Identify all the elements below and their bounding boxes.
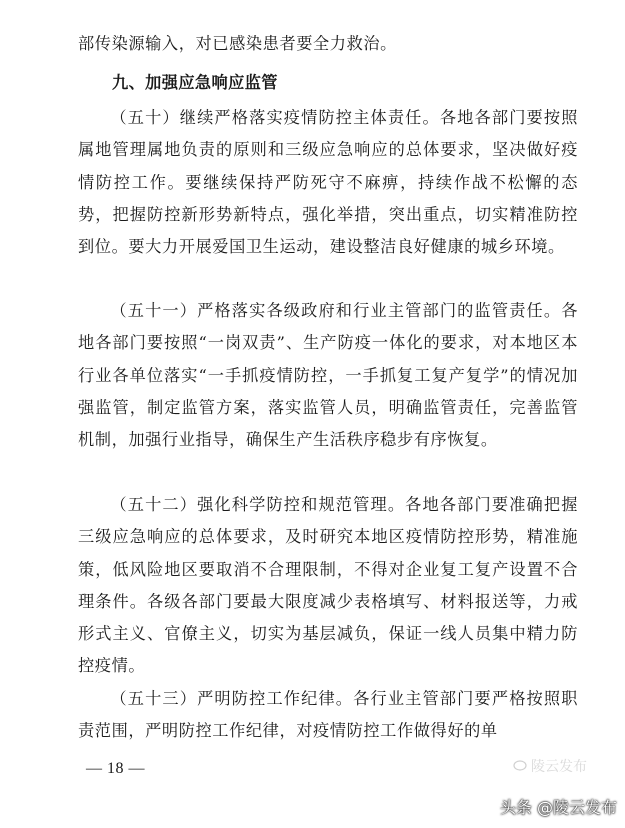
- paragraph-item-52: （五十二）强化科学防控和规范管理。各地各部门要准确把握三级应急响应的总体要求，及时研究本地区疫情防控形势，精准施策，低风险地区要取消不合理限制，不得对企业复工复产设置不合理条件。各级各部门要最大限度减少表格填写、材料报送等，力戒形式主义、官僚主义，切实为基层减负，保证一线人员集中精力防控疫情。: [78, 495, 578, 676]
- watermark: [500, 795, 617, 818]
- faint-watermark: [513, 756, 587, 776]
- chat-bubble-icon: [513, 760, 527, 772]
- watermark-text: 头条 @陵云发布: [499, 798, 617, 817]
- paragraph-item-51: （五十一）严格落实各级政府和行业主管部门的监管责任。各地各部门要按照“一岗双责”、生产防疫一体化的要求，对本地区本行业各单位落实“一手抓疫情防控，一手抓复工复产复学”的情况加强监管，制定监管方案，落实监管人员，明确监管责任，完善监管机制，加强行业指导，确保生产生活秩序稳步有序恢复。: [78, 301, 578, 450]
- paragraph-item-53: （五十三）严明防控工作纪律。各行业主管部门要严格按照职责范围，严明防控工作纪律，对疫情防控工作做得好的单: [78, 689, 578, 741]
- paragraph-continued: 部传染源输入，对已感染患者要全力救治。: [78, 34, 397, 53]
- page-number: — 18 —: [86, 760, 145, 777]
- section-heading: 九、加强应急响应监管: [112, 73, 278, 92]
- faint-watermark-text: 陵云发布: [531, 759, 587, 775]
- paragraph-item-50: （五十）继续严格落实疫情防控主体责任。各地各部门要按照属地管理属地负责的原则和三级应急响应的总体要求，坚决做好疫情防控工作。要继续保持严防死守不麻痹，持续作战不松懈的态势，把握防控新形势新特点，强化举措，突出重点，切实精准防控到位。要大力开展爱国卫生运动，建设整洁良好健康的城乡环境。: [78, 108, 578, 257]
